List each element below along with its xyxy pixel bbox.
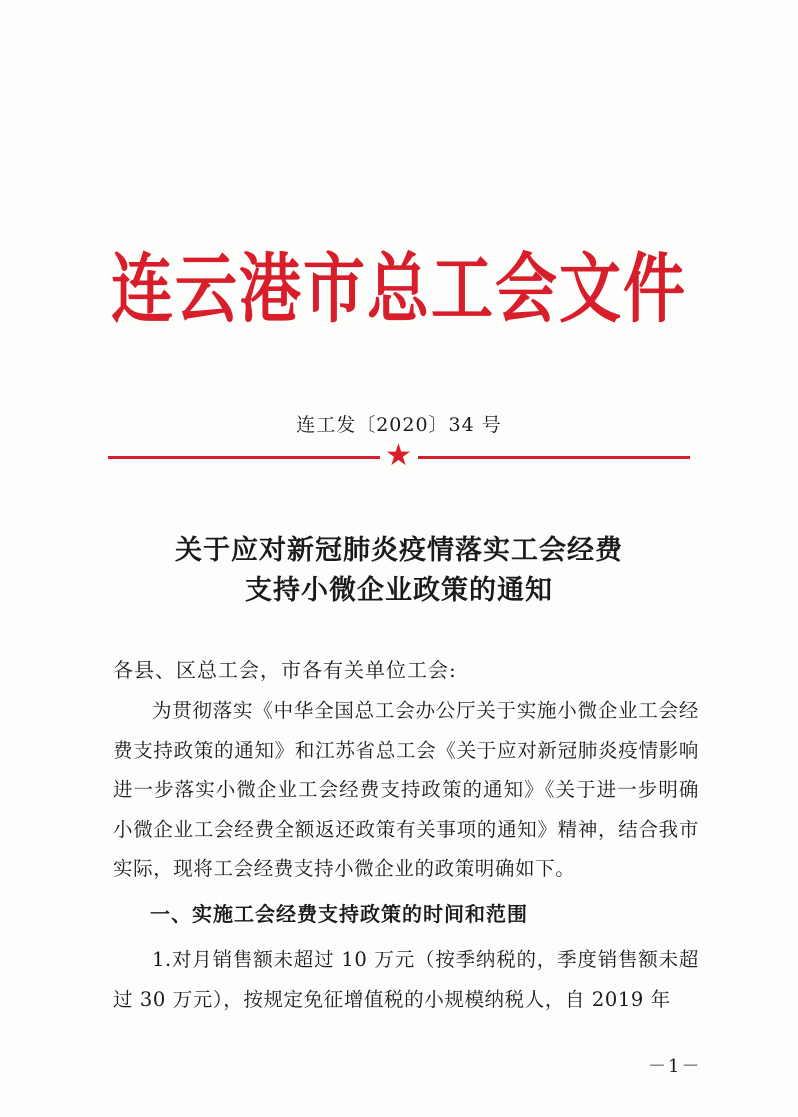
intro-paragraph: 为贯彻落实《中华全国总工会办公厅关于实施小微企业工会经费支持政策的通知》和江苏省总工会《关于应对新冠肺炎疫情影响进一步落实小微企业工会经费支持政策的通知》《关于进一步明确小微企业工会经费全额返还政策有关事项的通知》精神，结合我市实际，现将工会经费支持小微企业的政策明确如下。 [113,699,699,880]
red-rule-left [108,456,380,459]
salutation: 各县、区总工会，市各有关单位工会: [113,658,457,682]
document-title-line-2: 支持小微企业政策的通知 [245,575,553,606]
item-paragraph: 1.对月销售额未超过 10 万元（按季纳税的，季度销售额未超过 30 万元），按规定免征增值税的小规模纳税人，自 2019 年 [113,948,699,1011]
red-rule-right [418,456,690,459]
page-number: －1－ [648,1056,702,1077]
document-title-line-1: 关于应对新冠肺炎疫情落实工会经费 [175,535,623,566]
section-heading: 一、实施工会经费支持政策的时间和范围 [150,902,528,926]
document-number: 连工发〔2020〕34 号 [296,414,502,436]
star-icon: ★ [385,438,412,473]
document-masthead: 连云港市总工会文件 [110,244,687,334]
